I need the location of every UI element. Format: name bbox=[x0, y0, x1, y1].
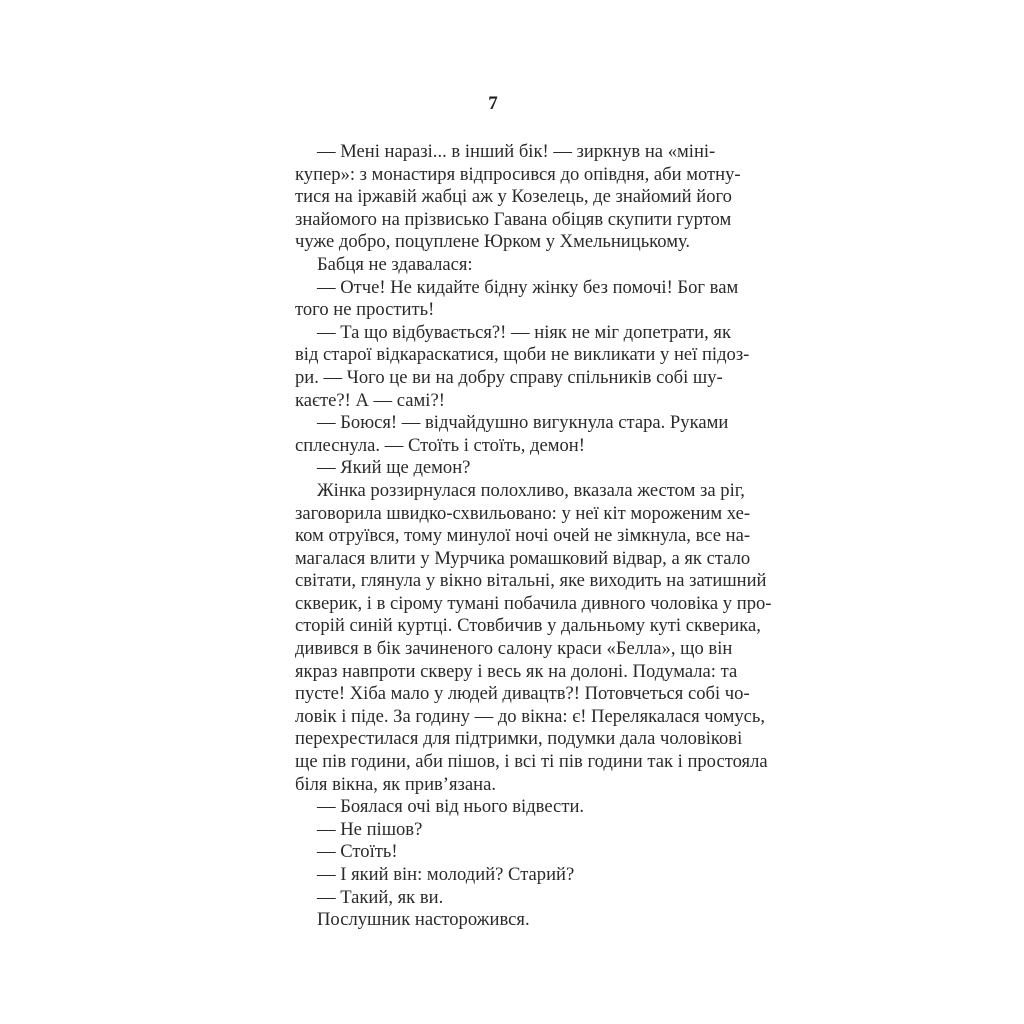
text-line: ще пів години, аби пішов, і всі ті пів години так і простояла bbox=[295, 751, 768, 773]
text-line: Бабця не здавалася: bbox=[317, 253, 473, 275]
text-line: каєте?! А — самі?! bbox=[295, 389, 445, 411]
text-line: сплеснула. — Стоїть і стоїть, демон! bbox=[295, 434, 585, 456]
text-line: тися на іржавій жабці аж у Козелець, де знайомий його bbox=[295, 186, 732, 208]
text-line: — Не пішов? bbox=[317, 818, 423, 840]
text-line: — Боюся! — відчайдушно вигукнула стара. Руками bbox=[317, 412, 729, 434]
text-line: біля вікна, як прив’язана. bbox=[295, 773, 496, 795]
text-line: ком отруївся, тому минулої ночі очей не зімкнула, все на- bbox=[295, 525, 751, 547]
text-line: перехрестилася для підтримки, подумки дала чоловікові bbox=[295, 728, 743, 750]
text-line: якраз навпроти скверу і весь як на долоні. Подумала: та bbox=[295, 660, 738, 682]
paragraph bbox=[273, 457, 713, 480]
text-line: сторій синій куртці. Стовбичив у дальньому куті скверика, bbox=[295, 615, 761, 637]
text-line: магалася влити у Мурчика ромашковий відвар, а як стало bbox=[295, 547, 751, 569]
paragraph bbox=[273, 276, 739, 322]
text-line: ловік і піде. За годину — до вікна: є! Перелякалася чомусь, bbox=[295, 705, 766, 727]
text-line: того не простить! bbox=[295, 299, 435, 321]
text-line: ри. — Чого це ви на добру справу спільників собі шу- bbox=[295, 366, 723, 388]
text-line: — Боялася очі від нього відвести. bbox=[317, 796, 585, 818]
text-line: — Такий, як ви. bbox=[317, 886, 444, 908]
text-line: — Отче! Не кидайте бідну жінку без помочі! Бог вам bbox=[317, 276, 739, 298]
paragraph bbox=[273, 321, 750, 412]
text-line: заговорила швидко-схвильовано: у неї кіт мороженим хе- bbox=[295, 502, 751, 524]
paragraph bbox=[273, 796, 713, 819]
text-line: від старої відкараскатися, щоби не викликати у неї підоз- bbox=[295, 344, 750, 366]
paragraph bbox=[273, 841, 713, 864]
paragraph bbox=[273, 412, 729, 457]
text-line: купер»: з монастиря відпросився до опівдня, аби мотну- bbox=[295, 163, 741, 185]
paragraph bbox=[273, 864, 713, 887]
text-line: пусте! Хіба мало у людей дивацтв?! Потовчеться собі чо- bbox=[295, 683, 750, 705]
paragraph bbox=[273, 819, 713, 842]
text-line: — І який він: молодий? Старий? bbox=[317, 864, 575, 885]
text-line: знайомого на прізвисько Гавана обіцяв скупити гуртом bbox=[295, 208, 732, 230]
text-line: дивився в бік зачиненого салону краси «Белла», що він bbox=[295, 638, 733, 660]
text-line: світати, глянула у вікно вітальні, яке виходить на затишний bbox=[295, 570, 767, 592]
text-line: Послушник насторожився. bbox=[317, 909, 530, 931]
paragraph bbox=[273, 141, 741, 254]
paragraph bbox=[273, 887, 713, 910]
text-line: скверик, і в сірому тумані побачила дивного чоловіка у про- bbox=[295, 592, 772, 614]
text-line: — Стоїть! bbox=[317, 841, 398, 863]
paragraph bbox=[273, 909, 713, 932]
page-number: 7 bbox=[488, 93, 498, 114]
text-line: чуже добро, поцуплене Юрком у Хмельницькому. bbox=[295, 231, 691, 253]
body-text bbox=[273, 141, 772, 932]
text-line: Жінка роззирнулася полохливо, вказала жестом за ріг, bbox=[317, 479, 745, 501]
paragraph bbox=[273, 254, 713, 277]
paragraph bbox=[273, 479, 772, 796]
text-line: — Який ще демон? bbox=[317, 457, 471, 479]
text-line: — Мені наразі... в інший бік! — зиркнув на «міні- bbox=[317, 141, 716, 162]
text-line: — Та що відбувається?! — ніяк не міг допетрати, як bbox=[317, 321, 732, 343]
